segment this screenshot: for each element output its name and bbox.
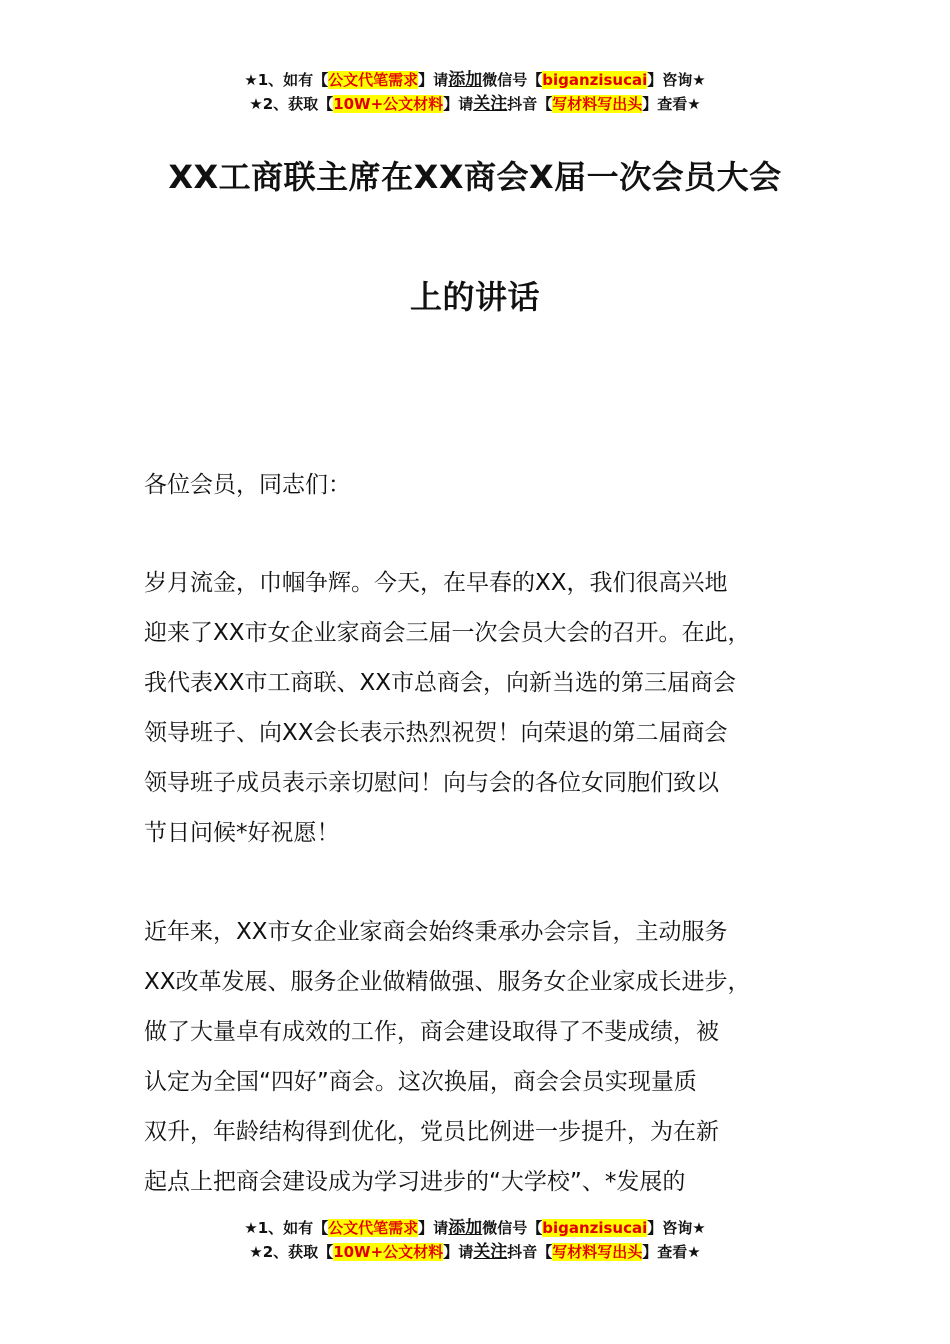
paragraph-line: 双升，年龄结构得到优化，党员比例进一步提升，为在新 bbox=[144, 1119, 719, 1145]
paragraph-line: 节日问候*好祝愿！ bbox=[144, 820, 340, 846]
paragraph-line: 我代表XX市工商联、XX市总商会，向新当选的第三届商会 bbox=[144, 670, 737, 696]
paragraph-line: 领导班子成员表示亲切慰问！向与会的各位女同胞们致以 bbox=[144, 770, 719, 796]
banner-highlight-wechat: biganzisucai bbox=[542, 71, 648, 89]
banner-highlight-douyin: 写材料写出头 bbox=[552, 95, 643, 113]
paragraph-line: XX改革发展、服务企业做精做强、服务女企业家成长进步， bbox=[144, 969, 751, 995]
paragraph-line: 岁月流金，巾帼争辉。今天，在早春的XX，我们很高兴地 bbox=[144, 570, 728, 596]
footer-banner bbox=[0, 1216, 950, 1264]
paragraph-line: 领导班子、向XX会长表示热烈祝贺！向荣退的第二届商会 bbox=[144, 720, 728, 746]
body-paragraph-1 bbox=[144, 558, 834, 858]
paragraph-line: 起点上把商会建设成为学习进步的“大学校”、*发展的 bbox=[144, 1169, 686, 1195]
paragraph-line: 迎来了XX市女企业家商会三届一次会员大会的召开。在此， bbox=[144, 620, 751, 646]
document-title-line-1: XX工商联主席在XX商会X届一次会员大会 bbox=[168, 158, 782, 196]
header-banner bbox=[0, 68, 950, 116]
paragraph-line: 做了大量卓有成效的工作，商会建设取得了不斐成绩，被 bbox=[144, 1019, 719, 1045]
salutation: 各位会员，同志们： bbox=[144, 472, 351, 498]
footer-highlight-douyin: 写材料写出头 bbox=[552, 1243, 643, 1261]
banner-highlight-materials: 10W+公文材料 bbox=[333, 95, 444, 113]
banner-line-2: ★2、获取【10W+公文材料】请关注抖音【写材料写出头】查看★ bbox=[249, 94, 701, 114]
footer-highlight-wechat: biganzisucai bbox=[542, 1219, 648, 1237]
footer-banner-line-2: ★2、获取【10W+公文材料】请关注抖音【写材料写出头】查看★ bbox=[249, 1242, 701, 1262]
paragraph-line: 近年来，XX市女企业家商会始终秉承办会宗旨，主动服务 bbox=[144, 919, 728, 945]
banner-line-1: ★1、如有【公文代笔需求】请添加微信号【biganzisucai】咨询★ bbox=[244, 70, 706, 90]
footer-highlight-service: 公文代笔需求 bbox=[328, 1219, 419, 1237]
footer-banner-line-1: ★1、如有【公文代笔需求】请添加微信号【biganzisucai】咨询★ bbox=[244, 1218, 706, 1238]
footer-highlight-materials: 10W+公文材料 bbox=[333, 1243, 444, 1261]
document-title-line-2: 上的讲话 bbox=[409, 278, 540, 316]
body-paragraph-2 bbox=[144, 907, 834, 1207]
banner-highlight-service: 公文代笔需求 bbox=[328, 71, 419, 89]
paragraph-line: 认定为全国“四好”商会。这次换届，商会会员实现量质 bbox=[144, 1069, 697, 1095]
